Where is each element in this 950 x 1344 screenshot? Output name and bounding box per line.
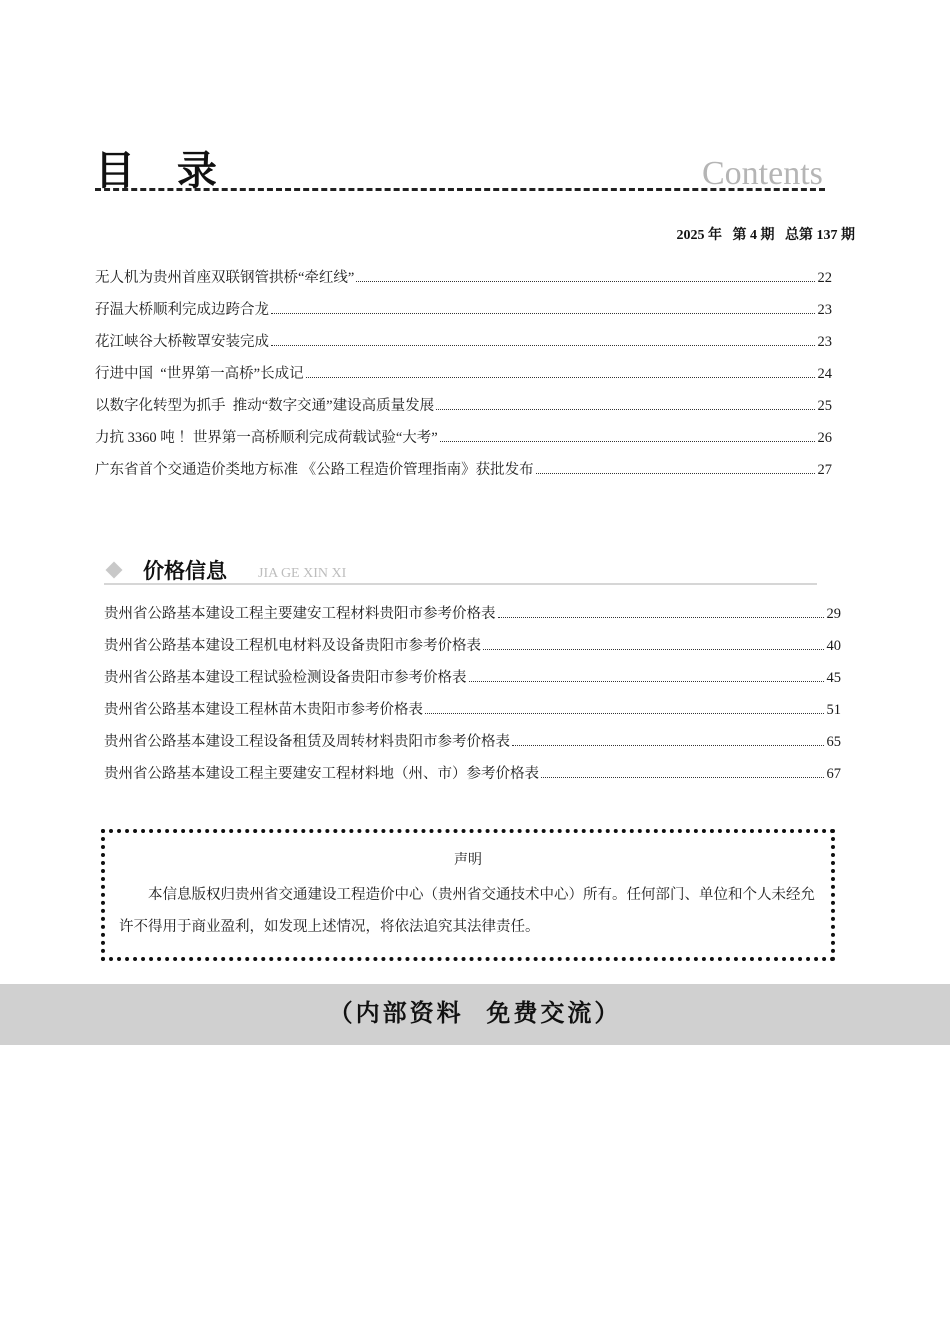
statement-heading: 声明 xyxy=(454,853,482,868)
statement-body: 本信息版权归贵州省交通建设工程造价中心（贵州省交通技术中心）所有。任何部门、单位和个人未经允许不得用于商业盈利，如发现上述情况，将依法追究其法律责任。 xyxy=(119,887,815,935)
dot-leader xyxy=(512,745,824,746)
toc-entry[interactable] xyxy=(95,428,832,460)
price-toc-entry[interactable] xyxy=(104,668,841,700)
toc-entry-page: 22 xyxy=(817,270,832,286)
toc-entry-page: 26 xyxy=(817,430,832,446)
dot-leader xyxy=(541,777,824,778)
toc-entry-page: 45 xyxy=(826,670,841,686)
dot-leader xyxy=(469,681,824,682)
header-dashed-rule xyxy=(95,188,825,191)
price-toc-entry[interactable] xyxy=(104,764,841,796)
price-toc-entry[interactable] xyxy=(104,732,841,764)
price-toc-list xyxy=(104,604,841,796)
toc-entry-title: 以数字化转型为抓手 推动“数字交通”建设高质量发展 xyxy=(95,398,435,414)
price-toc-entry[interactable] xyxy=(104,604,841,636)
dot-leader xyxy=(436,409,814,410)
toc-entry-title: 无人机为贵州首座双联钢管拱桥“牵红线” xyxy=(95,270,355,286)
contents-label: Contents xyxy=(702,155,823,192)
dot-leader xyxy=(425,713,824,714)
toc-entry-title: 广东省首个交通造价类地方标准 《公路工程造价管理指南》获批发布 xyxy=(95,462,534,478)
toc-entry-page: 23 xyxy=(817,334,832,350)
toc-entry[interactable] xyxy=(95,300,832,332)
dot-leader xyxy=(440,441,815,442)
dot-leader xyxy=(271,313,815,314)
dot-leader xyxy=(483,649,824,650)
toc-entry-page: 40 xyxy=(826,638,841,654)
dot-leader xyxy=(271,345,815,346)
price-toc-entry[interactable] xyxy=(104,700,841,732)
toc-main-list xyxy=(95,268,832,492)
toc-entry-page: 65 xyxy=(826,734,841,750)
toc-entry-page: 51 xyxy=(826,702,841,718)
issue-info: 2025 年 第 4 期 总第 137 期 xyxy=(676,228,855,243)
toc-entry-page: 67 xyxy=(826,766,841,782)
toc-entry-title: 贵州省公路基本建设工程试验检测设备贵阳市参考价格表 xyxy=(104,670,467,686)
footer-text: （内部资料 免费交流） xyxy=(328,998,622,1027)
section-subtitle: JIA GE XIN XI xyxy=(258,566,347,581)
toc-entry-page: 23 xyxy=(817,302,832,318)
toc-entry-page: 24 xyxy=(817,366,832,382)
dot-leader xyxy=(536,473,815,474)
toc-entry[interactable] xyxy=(95,460,832,492)
toc-entry-title: 力抗 3360 吨 ！世界第一高桥顺利完成荷载试验“大考” xyxy=(95,430,438,446)
toc-entry-page: 29 xyxy=(826,606,841,622)
toc-entry[interactable] xyxy=(95,268,832,300)
toc-entry-title: 贵州省公路基本建设工程主要建安工程材料贵阳市参考价格表 xyxy=(104,606,496,622)
toc-entry[interactable] xyxy=(95,364,832,396)
toc-entry-page: 27 xyxy=(817,462,832,478)
dot-leader xyxy=(306,377,815,378)
toc-entry[interactable] xyxy=(95,396,832,428)
toc-entry-title: 贵州省公路基本建设工程机电材料及设备贵阳市参考价格表 xyxy=(104,638,481,654)
toc-entry-title: 贵州省公路基本建设工程主要建安工程材料地（州、市）参考价格表 xyxy=(104,766,539,782)
footer-band xyxy=(0,984,950,1045)
statement-box xyxy=(101,829,835,961)
toc-entry-title: 花江峡谷大桥鞍罩安装完成 xyxy=(95,334,269,350)
price-toc-entry[interactable] xyxy=(104,636,841,668)
toc-entry-title: 孖温大桥顺利完成边跨合龙 xyxy=(95,302,269,318)
toc-entry[interactable] xyxy=(95,332,832,364)
toc-entry-title: 行进中国 “世界第一高桥”长成记 xyxy=(95,366,304,382)
diamond-bullet-icon xyxy=(106,562,123,579)
page-title: 目 录 xyxy=(95,148,231,194)
toc-entry-title: 贵州省公路基本建设工程林苗木贵阳市参考价格表 xyxy=(104,702,423,718)
section-title: 价格信息 xyxy=(143,559,227,583)
dot-leader xyxy=(498,617,824,618)
section-rule xyxy=(104,583,817,585)
toc-entry-title: 贵州省公路基本建设工程设备租赁及周转材料贵阳市参考价格表 xyxy=(104,734,510,750)
toc-entry-page: 25 xyxy=(817,398,832,414)
dot-leader xyxy=(356,281,814,282)
